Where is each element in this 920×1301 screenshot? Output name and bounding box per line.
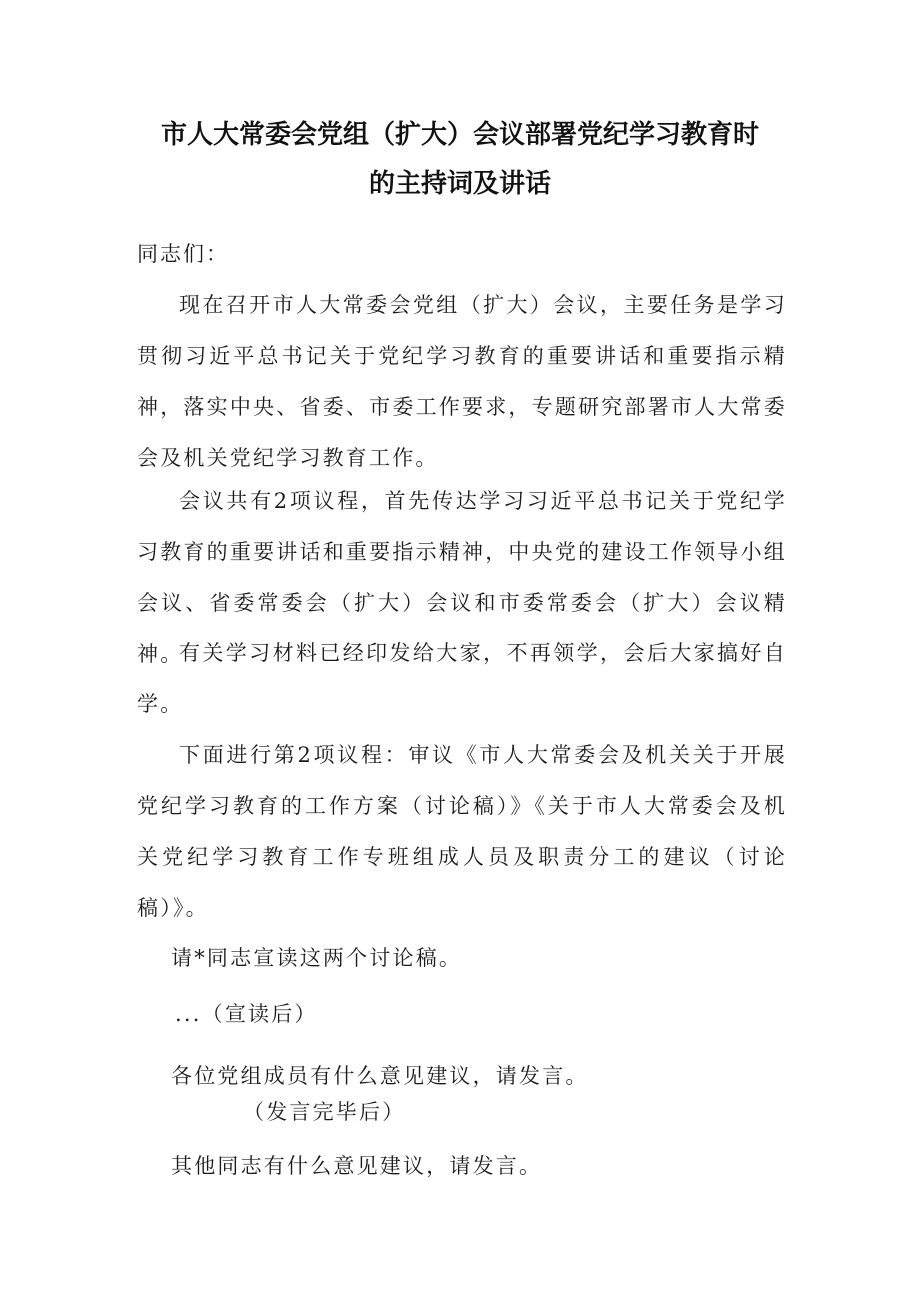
paragraph-agenda: 会议共有2项议程，首先传达学习习近平总书记关于党纪学习教育的重要讲话和重要指示精神，中央党的建设工作领导小组会议、省委常委会（扩大）会议和市委常委会（扩大）会议精神。	[137, 489, 787, 666]
line-members-speak: 各位党组成员有什么意见建议，请发言。	[171, 1064, 589, 1088]
paragraph-second-item: 下面进行第2项议程：审议《市人大常委会及机关关于开展党纪学习教育的工作方案（讨论稿）》《关于市人大常委会及机关党纪学习教育工作专班组成人员及职责分工的建议（讨论稿）》。	[137, 743, 787, 920]
paragraph-study-materials: 有关学习材料已经印发给大家，不再领学，会后大家搞好自学。	[137, 641, 787, 716]
document-title-line-2: 的主持词及讲话	[368, 169, 551, 199]
stage-note-after-speaking: （发言完毕后）	[243, 1100, 406, 1124]
document-title-line-1: 市人大常委会党组（扩大）会议部署党纪学习教育时	[160, 120, 759, 150]
salutation: 同志们：	[137, 242, 229, 266]
line-others-speak: 其他同志有什么意见建议，请发言。	[171, 1154, 543, 1178]
line-please-read: 请*同志宣读这两个讨论稿。	[171, 946, 463, 970]
stage-note-after-reading: ...（宣读后）	[175, 1002, 318, 1026]
paragraph-meeting-purpose: 现在召开市人大常委会党组（扩大）会议，主要任务是学习贯彻习近平总书记关于党纪学习教育的重要讲话和重要指示精神，落实中央、省委、市委工作要求，专题研究部署市人大常委会及机关党纪学习教育工作。	[137, 293, 787, 470]
